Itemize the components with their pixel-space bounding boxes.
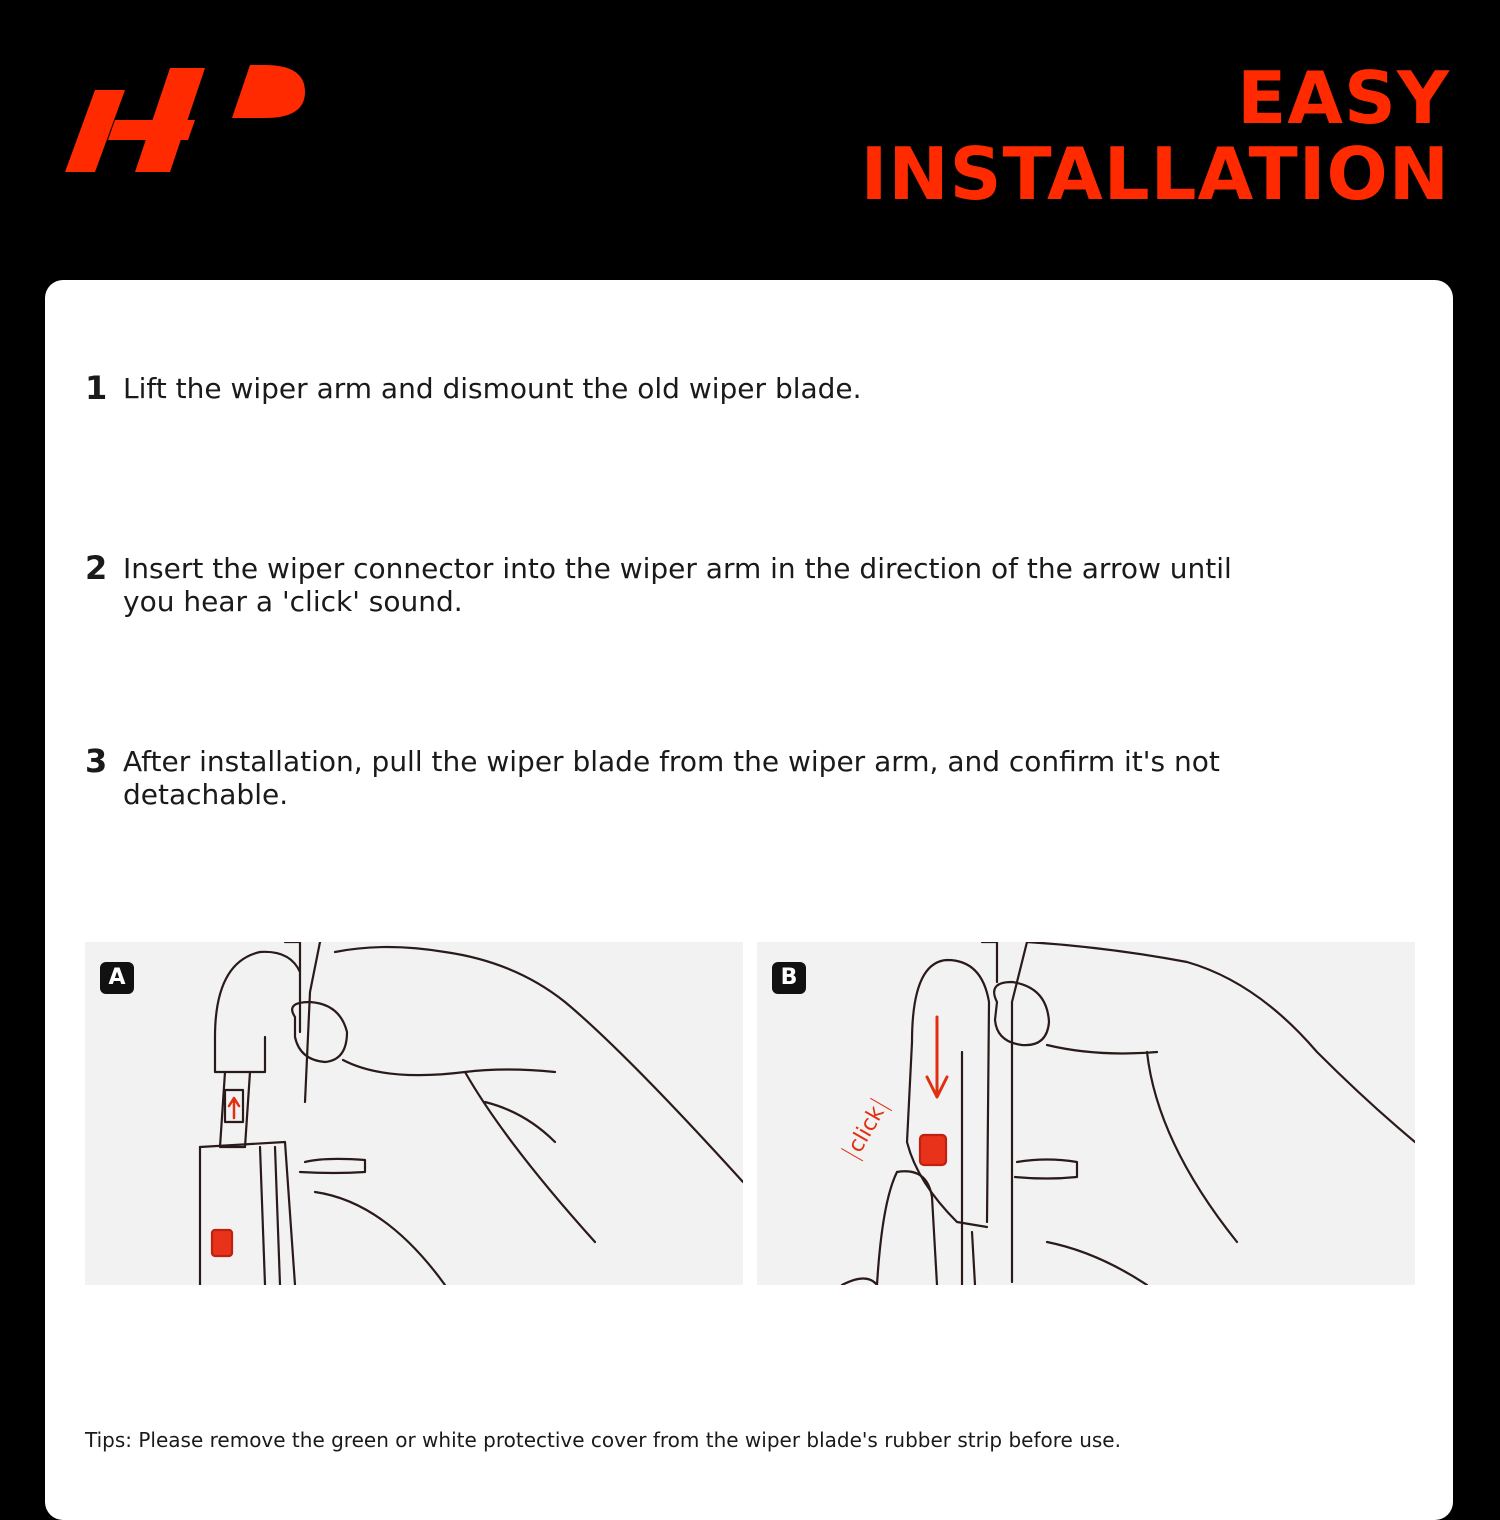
step-number: 2 (85, 549, 108, 587)
step-2 (85, 549, 1273, 618)
page-title (860, 56, 1450, 216)
instructions-card (45, 280, 1453, 1520)
step-number: 1 (85, 369, 108, 407)
hand-holding-wiper-connector-icon (85, 942, 743, 1285)
brand-logo-icon (60, 60, 310, 180)
step-badge-b: B (772, 962, 806, 994)
step-badge-a: A (100, 962, 134, 994)
step-1 (85, 369, 1283, 407)
step-number: 3 (85, 742, 108, 780)
illustration-panel-a (85, 942, 743, 1285)
tips-note: Tips: Please remove the green or white protective cover from the wiper blade's rubber strip before use. (85, 1428, 1121, 1452)
title-line-1: EASY (1237, 56, 1450, 140)
step-text: After installation, pull the wiper blade from the wiper arm, and confirm it's not detachable. (123, 745, 1220, 811)
illustration-panel-b (757, 942, 1415, 1285)
step-3 (85, 742, 1273, 811)
step-text: Insert the wiper connector into the wiper arm in the direction of the arrow until you hear a 'click' sound. (123, 552, 1232, 618)
click-sound-label: click (841, 1098, 892, 1162)
title-line-2: INSTALLATION (860, 132, 1450, 216)
step-text: Lift the wiper arm and dismount the old wiper blade. (123, 372, 862, 405)
hand-clicking-wiper-connector-icon (757, 942, 1415, 1285)
